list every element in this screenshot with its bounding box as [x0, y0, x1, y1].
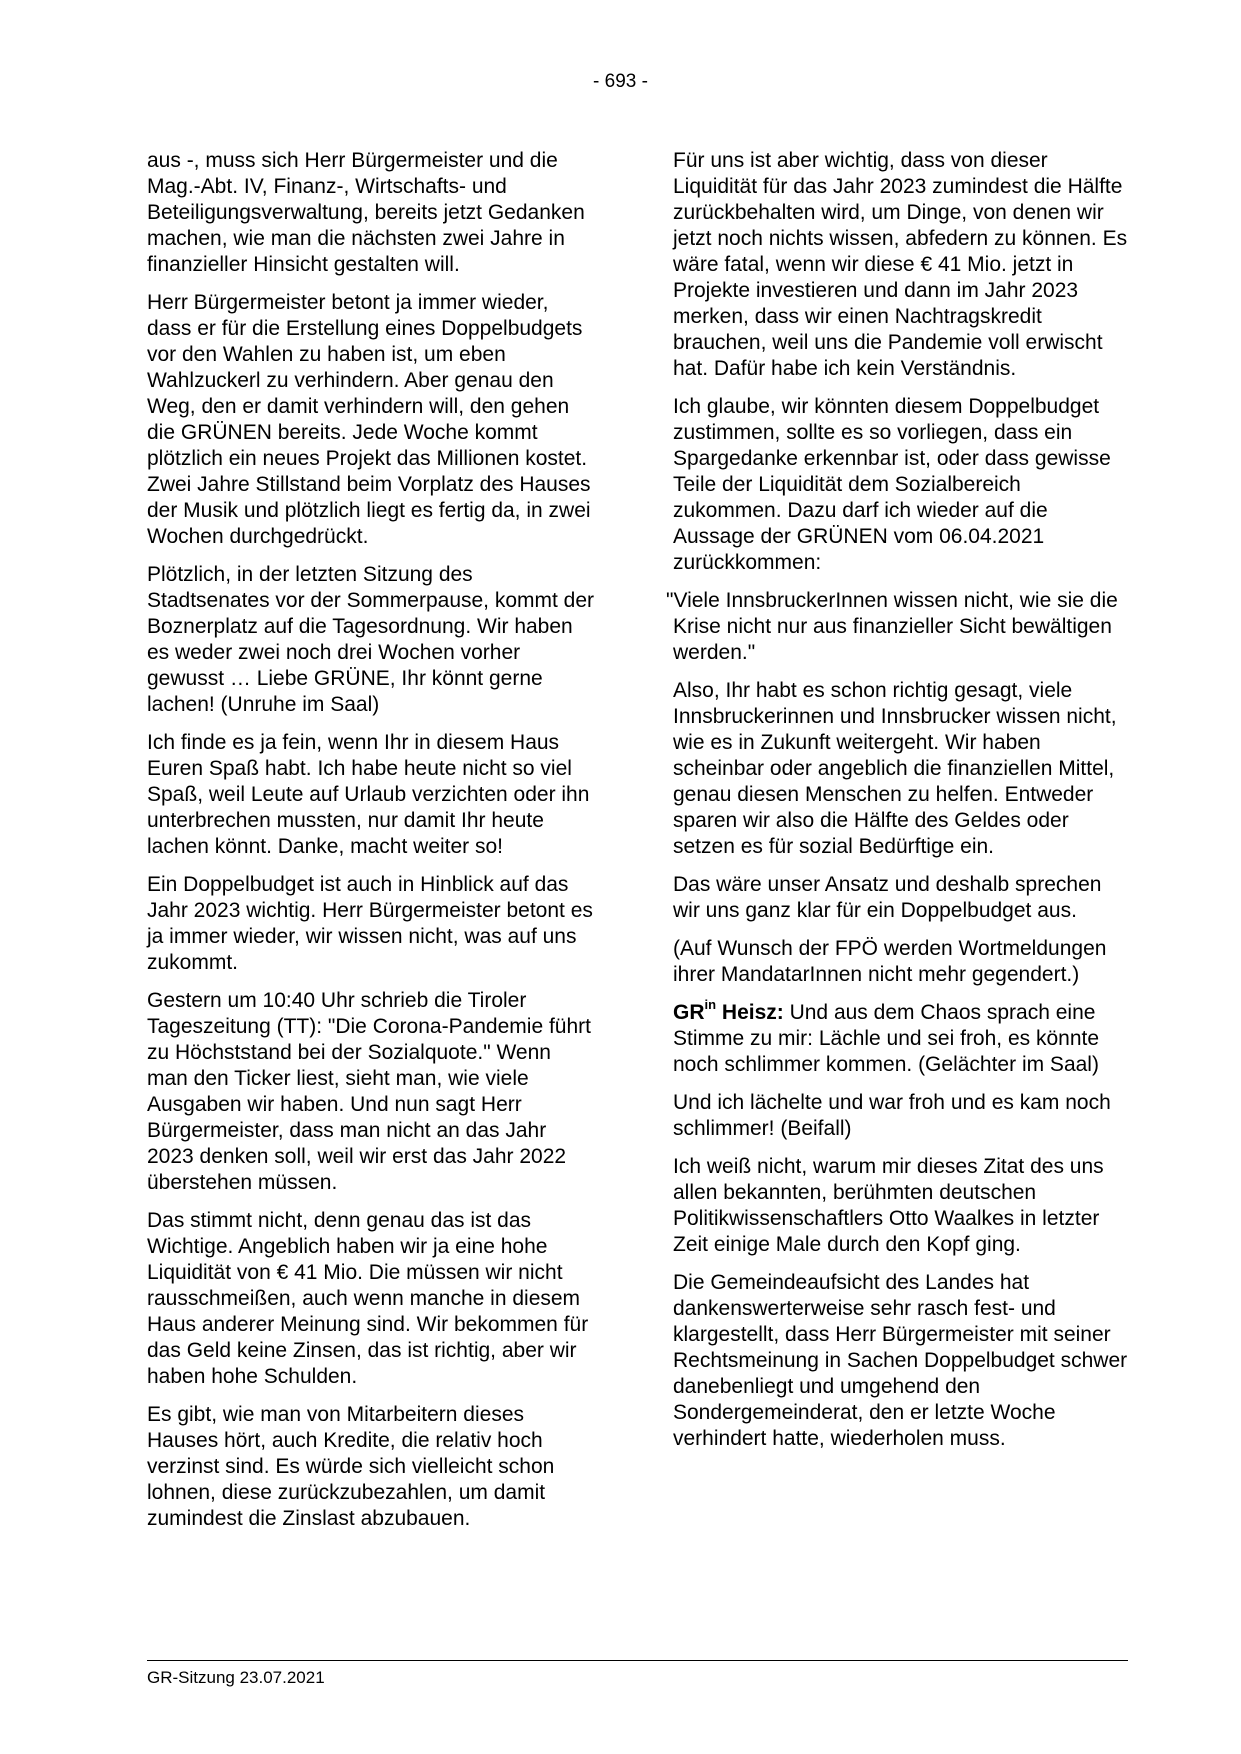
paragraph: Ich weiß nicht, warum mir dieses Zitat des uns allen bekannten, berühmten deutschen Politikwissenschaftlers Otto Waalkes in letzter Zeit einige Male durch den Kopf ging. [673, 1155, 1104, 1256]
paragraph: aus -, muss sich Herr Bürgermeister und die Mag.-Abt. IV, Finanz-, Wirtschafts- und Beteiligungsverwaltung, bereits jetzt Gedanken machen, wie man die nächsten zwei Jahre in finanzieller Hinsicht gestalten will. [147, 149, 585, 276]
speaker-label [673, 997, 784, 1024]
speaker-name: Heisz: [716, 1001, 784, 1024]
speaker-title-suffix: in [704, 997, 717, 1012]
paragraph: Die Gemeindeaufsicht des Landes hat dankenswerterweise sehr rasch fest- und klargestellt, dass Herr Bürgermeister mit seiner Rechtsmeinung in Sachen Doppelbudget schwer danebenliegt und umgehend den Sondergemeinderat, den er letzte Woche verhindert hatte, wiederholen muss. [673, 1271, 1128, 1450]
paragraph: Plötzlich, in der letzten Sitzung des Stadtsenates vor der Sommerpause, kommt der Boznerplatz auf die Tagesordnung. Wir haben es weder zwei noch drei Wochen vorher gewusst … Liebe GRÜNE, Ihr könnt gerne lachen! (Unruhe im Saal) [147, 563, 595, 716]
paragraph: Ein Doppelbudget ist auch in Hinblick auf das Jahr 2023 wichtig. Herr Bürgermeister betont es ja immer wieder, wir wissen nicht, was auf uns zukommt. [147, 873, 593, 974]
paragraph: Herr Bürgermeister betont ja immer wieder, dass er für die Erstellung eines Doppelbudgets vor den Wahlen zu haben ist, um eben Wahlzuckerl zu verhindern. Aber genau den Weg, den er damit verhindern will, den gehen die GRÜNEN bereits. Jede Woche kommt plötzlich ein neues Projekt das Millionen kostet. Zwei Jahre Stillstand beim Vorplatz des Hauses der Musik und plötzlich liegt es fertig da, in zwei Wochen durchgedrückt. [147, 291, 591, 548]
paragraph: Es gibt, wie man von Mitarbeitern dieses Hauses hört, auch Kredite, die relativ hoch verzinst sind. Es würde sich vielleicht schon lohnen, diese zurückzubezahlen, um damit zumindest die Zinslast abzubauen. [147, 1403, 555, 1530]
footer-divider [147, 1660, 1128, 1661]
paragraph: Also, Ihr habt es schon richtig gesagt, viele Innsbruckerinnen und Innsbrucker wissen nicht, wie es in Zukunft weitergeht. Wir haben scheinbar oder angeblich die finanziellen Mittel, genau diesen Menschen zu helfen. Entweder sparen wir also die Hälfte des Geldes oder setzen es für sozial Bedürftige ein. [673, 679, 1117, 858]
footer-text: GR-Sitzung 23.07.2021 [147, 1668, 325, 1687]
paragraph: (Auf Wunsch der FPÖ werden Wortmeldungen ihrer MandatarInnen nicht mehr gegendert.) [673, 937, 1107, 986]
paragraph: Das wäre unser Ansatz und deshalb sprechen wir uns ganz klar für ein Doppelbudget aus. [673, 873, 1102, 922]
paragraph: Das stimmt nicht, denn genau das ist das Wichtige. Angeblich haben wir ja eine hohe Liquidität von € 41 Mio. Die müssen wir nicht rausschmeißen, auch wenn manche in diesem Haus anderer Meinung sind. Wir bekommen für das Geld keine Zinsen, das ist richtig, aber wir haben hohe Schulden. [147, 1209, 589, 1388]
left-column [147, 148, 597, 1544]
paragraph: Ich glaube, wir könnten diesem Doppelbudget zustimmen, sollte es so vorliegen, dass ein Spargedanke erkennbar ist, oder dass gewisse Teile der Liquidität dem Sozialbereich zukommen. Dazu darf ich wieder auf die Aussage der GRÜNEN vom 06.04.2021 zurückkommen: [673, 395, 1111, 574]
paragraph: Für uns ist aber wichtig, dass von dieser Liquidität für das Jahr 2023 zumindest die Hälfte zurückbehalten wird, um Dinge, von denen wir jetzt noch nichts wissen, abfedern zu können. Es wäre fatal, wenn wir diese € 41 Mio. jetzt in Projekte investieren und dann im Jahr 2023 merken, dass wir einen Nachtragskredit brauchen, weil uns die Pandemie voll erwischt hat. Dafür habe ich kein Verständnis. [673, 149, 1128, 380]
paragraph: Gestern um 10:40 Uhr schrieb die Tiroler Tageszeitung (TT): "Die Corona-Pandemie führt zu Höchststand bei der Sozialquote." Wenn man den Ticker liest, sieht man, wie viele Ausgaben wir haben. Und nun sagt Herr Bürgermeister, dass man nicht an das Jahr 2023 denken soll, weil wir erst das Jahr 2022 überstehen müssen. [147, 989, 591, 1194]
speaker-title: GR [673, 1001, 705, 1024]
quotation: "Viele InnsbruckerInnen wissen nicht, wie sie die Krise nicht nur aus finanzieller Sicht bewältigen werden." [666, 589, 1118, 664]
paragraph: Ich finde es ja fein, wenn Ihr in diesem Haus Euren Spaß habt. Ich habe heute nicht so viel Spaß, weil Leute auf Urlaub verzichten oder ihn unterbrechen mussten, nur damit Ihr heute lachen könnt. Danke, macht weiter so! [147, 731, 590, 858]
speech-text: Und aus dem Chaos sprach eine Stimme zu mir: Lächle und sei froh, es könnte noch schlimmer kommen. (Gelächter im Saal) [673, 1001, 1100, 1076]
right-column [666, 148, 1128, 1464]
paragraph: Und ich lächelte und war froh und es kam noch schlimmer! (Beifall) [673, 1091, 1111, 1140]
speaker-paragraph [673, 997, 1128, 1078]
page-number: - 693 - [593, 71, 648, 92]
